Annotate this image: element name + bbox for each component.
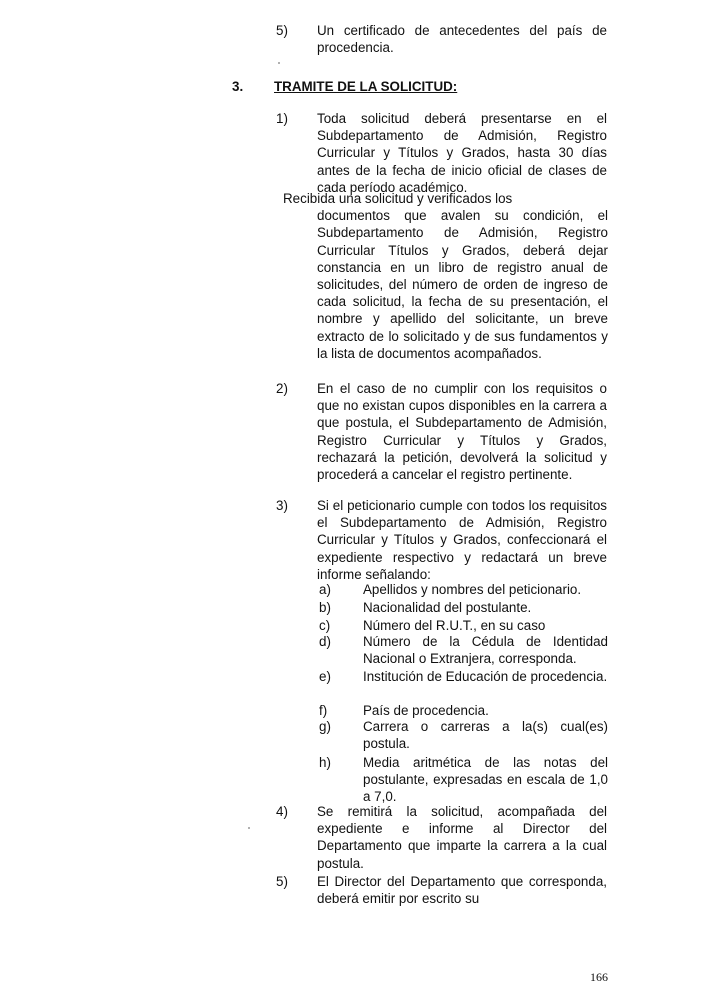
- sub-item-text: Número del R.U.T., en su caso: [363, 618, 546, 633]
- item-number: 5): [276, 874, 288, 889]
- sub-item-text: Número de la Cédula de Identidad Nacional o Extranjera, corresponda.: [363, 634, 608, 667]
- scan-speck: [248, 827, 250, 829]
- sub-item-letter: a): [319, 582, 331, 597]
- item-text: Se remitirá la solicitud, acompañada del expediente e informe al Director del Departamento que imparte la carrera a la cual postula.: [317, 804, 607, 871]
- received-first-line: Recibida una solicitud y verificados los: [283, 191, 513, 206]
- sub-item-text: Institución de Educación de procedencia.: [363, 669, 608, 684]
- item-text: Toda solicitud deberá presentarse en el Subdepartamento de Admisión, Registro Curricular y Títulos y Grados, hasta 30 días antes de la fecha de inicio oficial de clases de cada período académico.: [317, 111, 607, 195]
- sub-item-text: Carrera o carreras a la(s) cual(es) postula.: [363, 719, 608, 752]
- sub-item-letter: b): [319, 600, 331, 615]
- item-number: 5): [276, 23, 288, 38]
- item-number: 4): [276, 804, 288, 819]
- sub-item-letter: e): [319, 669, 331, 684]
- scan-speck: [278, 62, 280, 64]
- page-number: 166: [590, 970, 608, 984]
- item-number: 2): [276, 381, 288, 396]
- received-paragraph: [283, 190, 608, 362]
- item-number: 3): [276, 498, 288, 513]
- sub-item-text: Nacionalidad del postulante.: [363, 600, 532, 615]
- section-title: TRAMITE DE LA SOLICITUD:: [274, 79, 458, 94]
- item-text: En el caso de no cumplir con los requisitos o que no existan cupos disponibles en la carrera a que postula, el Subdepartamento de Admisión, Registro Curricular y Títulos y Grados, rechazará la petición, devolverá la solicitud y procederá a cancelar el registro pertinente.: [317, 381, 607, 483]
- sub-item-text: Apellidos y nombres del peticionario.: [363, 582, 582, 597]
- item-text: El Director del Departamento que corresponda, deberá emitir por escrito su: [317, 874, 607, 907]
- sub-item-letter: d): [319, 634, 331, 649]
- section-number: 3.: [232, 79, 244, 94]
- item-number: 1): [276, 111, 288, 126]
- item-text: Un certificado de antecedentes del país de procedencia.: [317, 23, 607, 56]
- sub-item-text: País de procedencia.: [363, 703, 489, 718]
- sub-item-letter: f): [319, 703, 328, 718]
- sub-item-letter: c): [319, 618, 331, 633]
- sub-item-letter: h): [319, 755, 331, 770]
- received-rest: documentos que avalen su condición, el Subdepartamento de Admisión, Registro Curricular Títulos y Grados, deberá dejar constancia en un libro de registro anual de solicitudes, del número de orden de ingreso de cada solicitud, la fecha de su presentación, el nombre y apellido del solicitante, un breve extracto de lo solicitado y de sus fundamentos y la lista de documentos acompañados.: [317, 208, 608, 361]
- sub-item-text: Media aritmética de las notas del postulante, expresadas en escala de 1,0 a 7,0.: [363, 755, 608, 805]
- item-text: Si el peticionario cumple con todos los requisitos el Subdepartamento de Admisión, Registro Curricular y Títulos y Grados, confeccionará el expediente respectivo y redactará un breve informe señalando:: [317, 498, 607, 582]
- sub-item-letter: g): [319, 719, 331, 734]
